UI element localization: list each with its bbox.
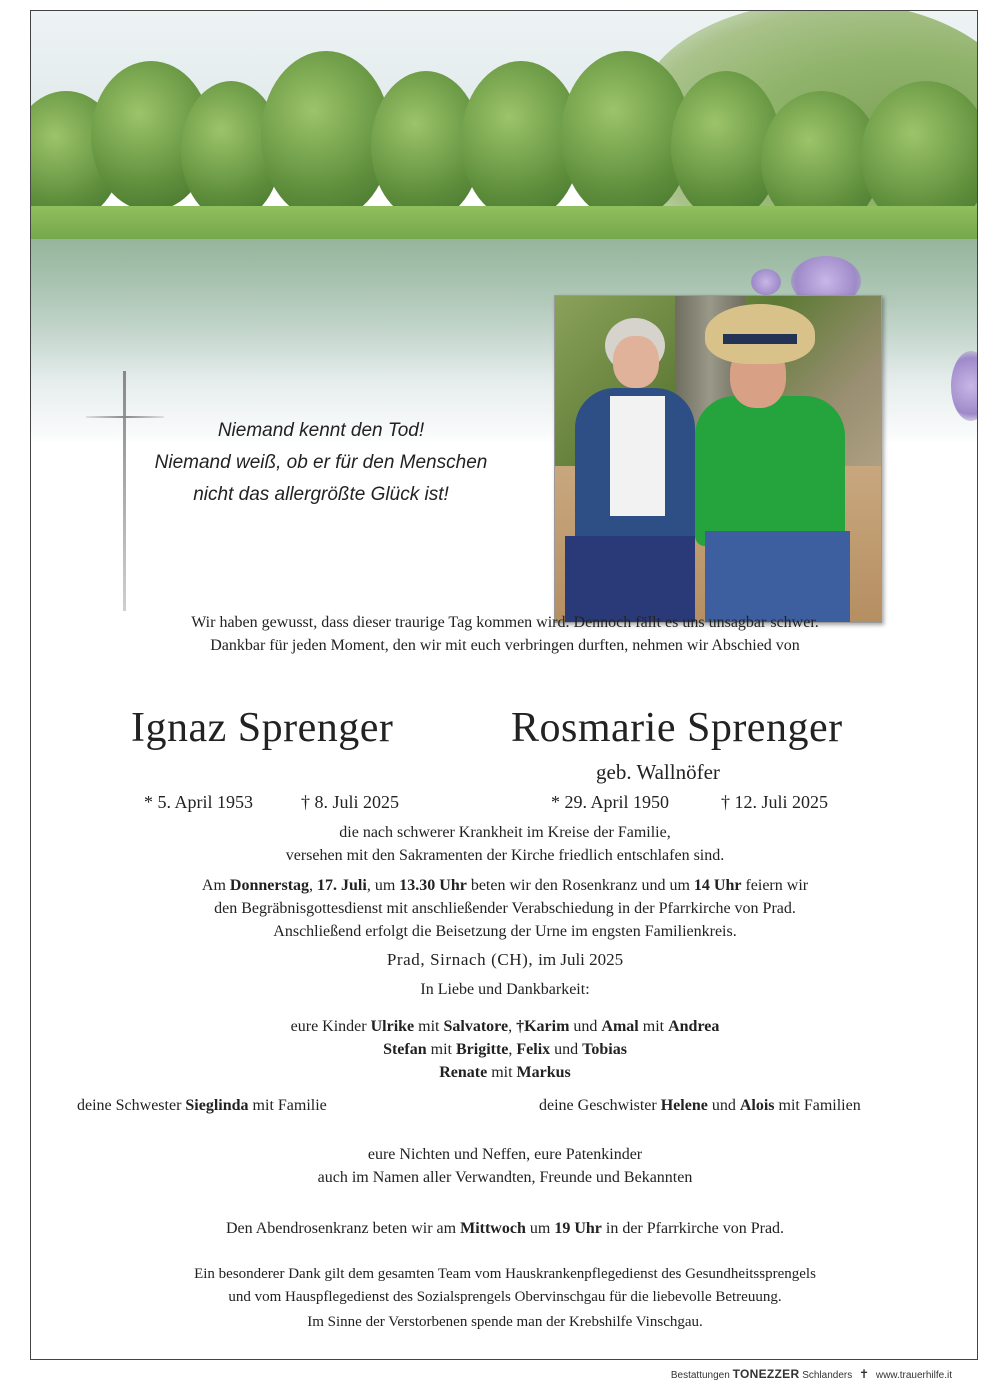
footer-url[interactable]: www.trauerhilfe.it bbox=[875, 1370, 952, 1381]
place-date: Prad, Sirnach (CH), im Juli 2025 bbox=[386, 950, 624, 969]
funeral-home-brand: TONEZZER bbox=[732, 1367, 800, 1381]
mourners-children bbox=[31, 1015, 978, 1084]
quote-line: nicht das allergrößte Glück ist! bbox=[193, 484, 449, 505]
mourners-siblings: deine Geschwister Helene und Alois mit Familien bbox=[539, 1097, 861, 1114]
mourners-relatives bbox=[31, 1143, 978, 1189]
relatives-line: auch im Namen aller Verwandten, Freunde und Bekannten bbox=[317, 1169, 693, 1186]
trauerhilfe-logo-icon: ✝︎ bbox=[859, 1367, 870, 1381]
death-date-2: † 12. Juli 2025 bbox=[721, 792, 829, 812]
deceased-name-1: Ignaz Sprenger bbox=[131, 705, 394, 751]
service-line: den Begräbnisgottesdienst mit anschließender Verabschiedung in der Pfarrkirche von Prad. bbox=[214, 900, 796, 917]
mourners-line: eure Kinder Ulrike mit Salvatore, †Karim und Amal mit Andrea bbox=[290, 1018, 720, 1035]
birth-date-2: * 29. April 1950 bbox=[551, 792, 670, 812]
flower-decoration bbox=[751, 269, 781, 295]
maiden-name: geb. Wallnöfer bbox=[596, 760, 720, 784]
passing-line: versehen mit den Sakramenten der Kirche friedlich entschlafen sind. bbox=[285, 847, 725, 864]
mourners-line: Stefan mit Brigitte, Felix und Tobias bbox=[383, 1041, 627, 1058]
intro-line: Wir haben gewusst, dass dieser traurige Tag kommen wird. Dennoch fällt es uns unsagbar schwer. bbox=[191, 614, 819, 631]
thanks-text bbox=[31, 1263, 978, 1309]
passing-line: die nach schwerer Krankheit im Kreise der Familie, bbox=[339, 824, 671, 841]
death-date-1: † 8. Juli 2025 bbox=[301, 792, 400, 812]
footer bbox=[671, 1368, 952, 1382]
footer-location: Schlanders bbox=[799, 1370, 853, 1381]
service-line: Am Donnerstag, 17. Juli, um 13.30 Uhr beten wir den Rosenkranz und um 14 Uhr feiern wir bbox=[201, 877, 809, 894]
donation-note: Im Sinne der Verstorbenen spende man der Krebshilfe Vinschgau. bbox=[307, 1314, 703, 1330]
obituary-card bbox=[30, 10, 978, 1360]
service-text bbox=[31, 874, 978, 943]
quote-line: Niemand kennt den Tod! bbox=[217, 420, 425, 441]
mourners-line: Renate mit Markus bbox=[439, 1064, 571, 1081]
intro-text bbox=[31, 611, 978, 657]
deceased-name-2: Rosmarie Sprenger bbox=[511, 705, 843, 751]
service-line: Anschließend erfolgt die Beisetzung der Urne im engsten Familienkreis. bbox=[273, 923, 737, 940]
thanks-line: Ein besonderer Dank gilt dem gesamten Team vom Hauskrankenpflegedienst des Gesundheitssprengels bbox=[194, 1266, 816, 1282]
relatives-line: eure Nichten und Neffen, eure Patenkinder bbox=[367, 1146, 643, 1163]
evening-rosary: Den Abendrosenkranz beten wir am Mittwoch um 19 Uhr in der Pfarrkirche von Prad. bbox=[225, 1220, 785, 1237]
mourners-sister: deine Schwester Sieglinda mit Familie bbox=[77, 1097, 327, 1114]
passing-text bbox=[31, 821, 978, 867]
closing-greeting: In Liebe und Dankbarkeit: bbox=[420, 981, 590, 998]
thanks-line: und vom Hauspflegedienst des Sozialsprengels Obervinschgau für die liebevolle Betreuung. bbox=[228, 1289, 782, 1305]
quote-line: Niemand weiß, ob er für den Menschen bbox=[154, 452, 488, 473]
cross-icon bbox=[123, 371, 126, 611]
intro-line: Dankbar für jeden Moment, den wir mit euch verbringen durften, nehmen wir Abschied von bbox=[210, 637, 800, 654]
tree-line bbox=[31, 51, 978, 221]
couple-photo bbox=[554, 295, 882, 623]
footer-prefix: Bestattungen bbox=[670, 1370, 733, 1381]
memorial-quote bbox=[141, 415, 501, 511]
birth-date-1: * 5. April 1953 bbox=[144, 792, 254, 812]
